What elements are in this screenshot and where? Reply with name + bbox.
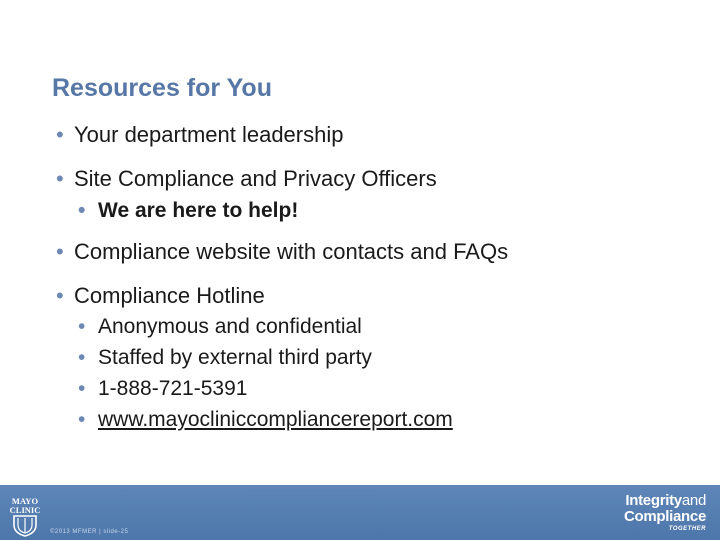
bullet-dot-icon: •: [56, 239, 64, 264]
brand-together: TOGETHER: [668, 526, 706, 532]
sub-bullet-help: [78, 199, 298, 223]
mayo-clinic-logo-icon: [6, 491, 44, 537]
slide-title: Resources for You: [52, 74, 272, 102]
bullet-dot-icon: •: [78, 199, 86, 222]
brand-integrity: Integrity: [625, 492, 682, 509]
sub-bullet-staffed: [78, 346, 372, 370]
bullet-dot-icon: •: [56, 283, 64, 308]
sub-bullet-text: We are here to help!: [98, 199, 299, 222]
bullet-dot-icon: •: [78, 315, 86, 338]
bullet-text: Your department leadership: [74, 122, 344, 147]
bullet-website: [56, 239, 508, 265]
bullet-dot-icon: •: [78, 377, 86, 400]
bullet-dot-icon: •: [78, 408, 86, 431]
logo-text-clinic: CLINIC: [9, 505, 41, 515]
footer-bar: [0, 485, 720, 540]
compliance-report-link[interactable]: www.mayocliniccompliancereport.com: [98, 408, 453, 431]
logo-text-mayo: MAYO: [11, 496, 39, 506]
brand-line-2: [624, 509, 706, 525]
bullet-dot-icon: •: [56, 122, 64, 147]
brand-and: and: [681, 492, 706, 509]
brand-line-1: [624, 493, 706, 509]
bullet-leadership: [56, 122, 343, 148]
bullet-hotline: [56, 283, 265, 309]
sub-bullet-text: Anonymous and confidential: [98, 315, 362, 338]
sub-bullet-text: Staffed by external third party: [98, 346, 372, 369]
bullet-text: Compliance website with contacts and FAQs: [74, 239, 509, 264]
bullet-text: Compliance Hotline: [74, 283, 265, 308]
sub-bullet-phone: [78, 377, 247, 401]
bullet-text: Site Compliance and Privacy Officers: [74, 166, 437, 191]
bullet-dot-icon: •: [78, 346, 86, 369]
phone-number: 1-888-721-5391: [98, 377, 248, 400]
bullet-dot-icon: •: [56, 166, 64, 191]
bullet-officers: [56, 166, 437, 192]
sub-bullet-anonymous: [78, 315, 362, 339]
brand-compliance: Compliance: [623, 508, 706, 525]
sub-bullet-url: [78, 408, 453, 432]
copyright-text: ©2013 MFMER | slide-25: [50, 529, 129, 535]
brand-integrity-compliance: [624, 493, 706, 533]
